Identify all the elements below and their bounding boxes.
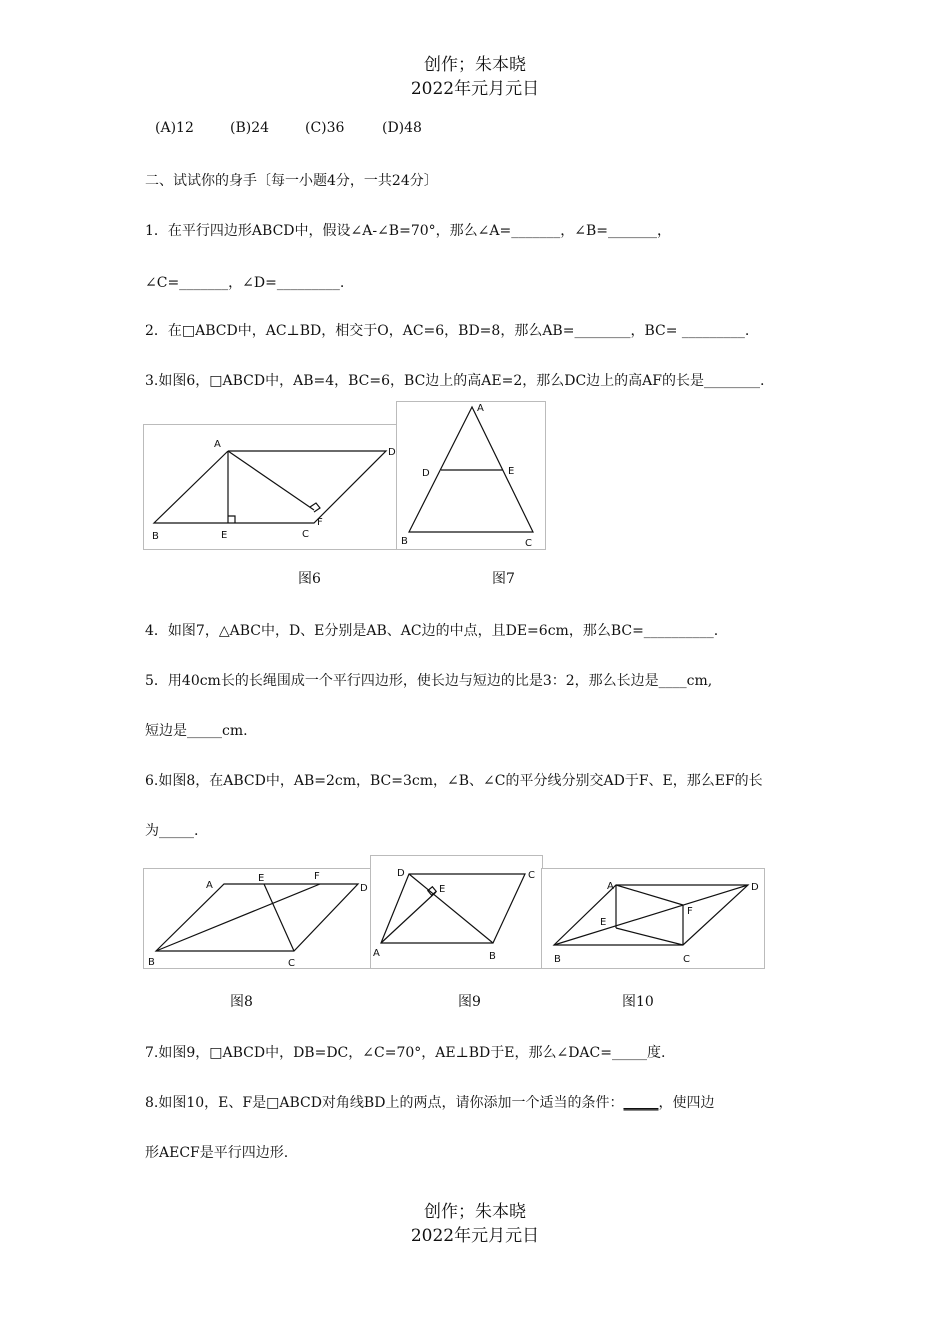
header-date: 2022年元月元日 — [410, 79, 540, 99]
fig6-label-e: E — [221, 530, 228, 541]
header-author: 创作；朱本晓 — [424, 55, 526, 75]
question-6-line-1: 6.如图8，在ABCD中，AB=2cm，BC=3cm，∠B、∠C的平分线分别交AD于F、E，那么EF的长 — [145, 773, 763, 789]
question-8-blank: _____ — [623, 1095, 659, 1111]
fig8-label-a: A — [206, 880, 213, 891]
fig6-label-c: C — [302, 529, 309, 540]
fig10-label-e: E — [600, 917, 607, 928]
fig9-label-d: D — [397, 868, 405, 879]
fig10-label-c: C — [683, 954, 690, 965]
figure-7-diagram — [397, 402, 545, 549]
fig8-label-e: E — [258, 873, 265, 884]
question-2: 2．在□ABCD中，AC⊥BD，相交于O，AC=6，BD=8，那么AB=________，BC= _________. — [145, 323, 750, 339]
fig9-label-b: B — [489, 951, 496, 962]
fig7-label-a: A — [477, 403, 484, 414]
fig10-label-d: D — [751, 882, 759, 893]
fig9-label-a: A — [373, 948, 380, 959]
fig7-label-e: E — [508, 466, 515, 477]
footer-author: 创作；朱本晓 — [424, 1202, 526, 1222]
fig10-label-b: B — [554, 954, 561, 965]
figure-9-diagram — [371, 856, 542, 968]
fig6-label-a: A — [214, 439, 221, 450]
choice-b: (B)24 — [230, 120, 270, 136]
question-8-line-1 — [145, 1092, 714, 1112]
question-8-text: 8.如图10，E、F是□ABCD对角线BD上的两点，请你添加一个适当的条件： — [145, 1095, 624, 1111]
fig7-label-b: B — [401, 536, 408, 547]
figure-7 — [396, 401, 546, 550]
figure-8 — [143, 868, 372, 969]
choice-a: (A)12 — [155, 120, 194, 136]
fig8-label-d: D — [360, 883, 368, 894]
figure-8-diagram — [144, 869, 371, 968]
question-5-line-2: 短边是_____cm. — [145, 723, 248, 739]
caption-fig-6: 图6 — [298, 571, 321, 587]
question-1-line-1: 1．在平行四边形ABCD中，假设∠A-∠B=70°，那么∠A=_______，∠B=_______， — [145, 223, 671, 239]
fig7-label-c: C — [525, 538, 532, 549]
figure-10-diagram — [542, 869, 764, 968]
caption-fig-7: 图7 — [492, 571, 515, 587]
fig10-label-f: F — [687, 906, 693, 917]
question-5-line-1: 5．用40cm长的长绳围成一个平行四边形，使长边与短边的比是3：2，那么长边是____cm, — [145, 673, 713, 689]
caption-fig-8: 图8 — [230, 994, 253, 1010]
fig6-label-b: B — [152, 531, 159, 542]
fig8-label-b: B — [148, 957, 155, 968]
question-7: 7.如图9，□ABCD中，DB=DC，∠C=70°，AE⊥BD于E，那么∠DAC=_____度. — [145, 1045, 666, 1061]
fig7-label-d: D — [422, 468, 430, 479]
fig6-label-d: D — [388, 447, 396, 458]
figure-6-diagram — [144, 425, 396, 549]
fig8-label-c: C — [288, 958, 295, 968]
choice-c: (C)36 — [305, 120, 345, 136]
fig10-label-a: A — [607, 881, 614, 892]
question-8-line-2: 形AECF是平行四边形. — [145, 1145, 289, 1161]
question-3: 3.如图6，□ABCD中，AB=4，BC=6，BC边上的高AE=2，那么DC边上的高AF的长是________. — [145, 373, 765, 389]
caption-fig-9: 图9 — [458, 994, 481, 1010]
choice-d: (D)48 — [382, 120, 422, 136]
question-8-text-end: ，使四边 — [658, 1095, 715, 1111]
question-1-line-2: ∠C=_______，∠D=_________. — [145, 275, 345, 291]
footer-date: 2022年元月元日 — [410, 1226, 540, 1246]
fig6-label-f: F — [317, 517, 323, 528]
figure-10 — [541, 868, 765, 969]
figure-6 — [143, 424, 397, 550]
figure-9 — [370, 855, 543, 969]
question-6-line-2: 为_____. — [145, 823, 199, 839]
caption-fig-10: 图10 — [622, 994, 654, 1010]
question-4: 4．如图7，△ABC中，D、E分别是AB、AC边的中点，且DE=6cm，那么BC=__________. — [145, 623, 719, 639]
section-title: 二、试试你的身手〔每一小题4分，一共24分〕 — [145, 173, 438, 189]
fig9-label-c: C — [528, 870, 535, 881]
fig8-label-f: F — [314, 871, 320, 882]
fig9-label-e: E — [439, 884, 446, 895]
